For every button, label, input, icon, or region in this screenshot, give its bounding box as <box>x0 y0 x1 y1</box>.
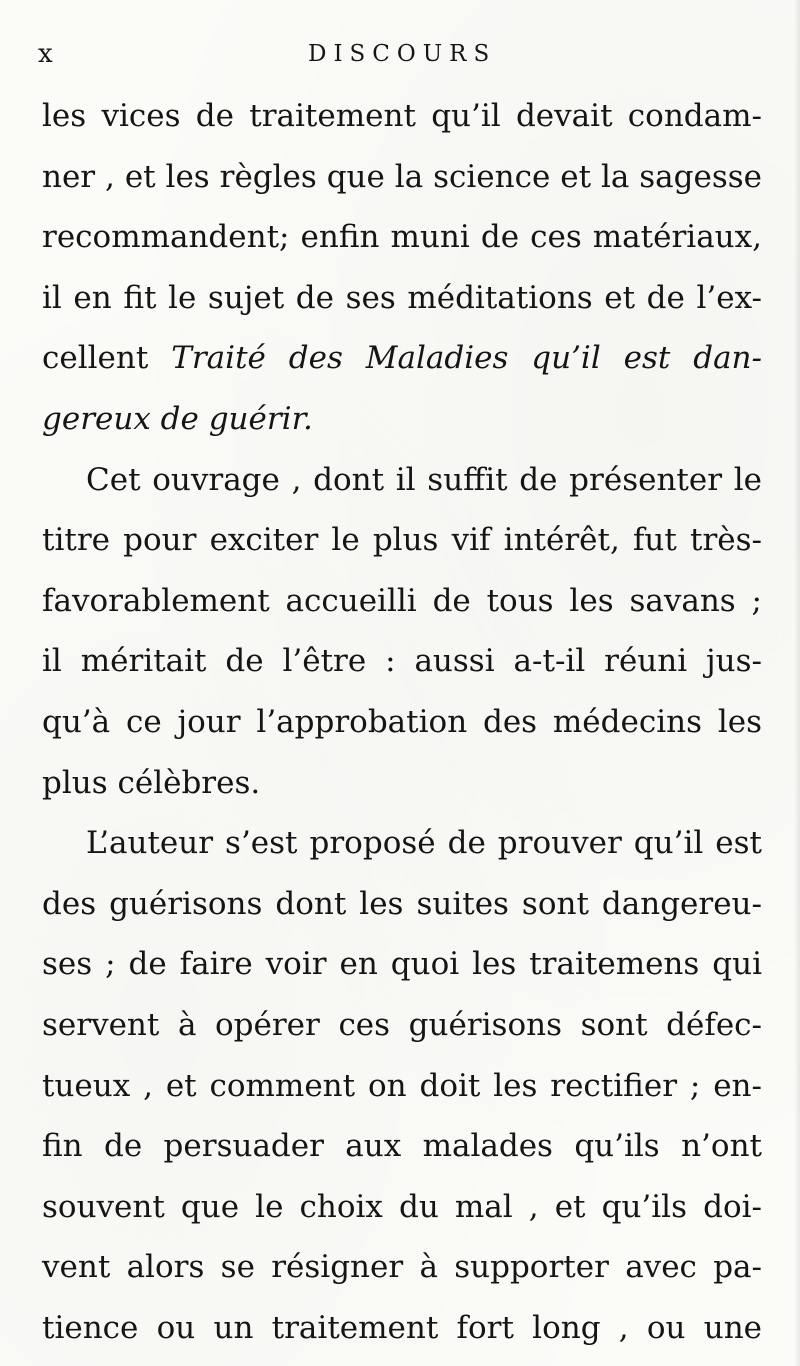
text-line: des guérisons dont les suites sont dangereu- <box>42 885 762 922</box>
text-line: favorablement accueilli de tous les savans ; <box>42 582 762 619</box>
text-line: tueux , et comment on doit les rectifier ; en- <box>42 1067 762 1104</box>
text-line: ses ; de faire voir en quoi les traitemens qui <box>42 946 762 983</box>
paragraph-first-line: L’auteur s’est proposé de prouver qu’il est <box>86 825 762 862</box>
running-head <box>0 34 800 74</box>
page-edge-shadow <box>794 0 800 1366</box>
text-line: souvent que le choix du mal , et qu’ils doi- <box>42 1188 762 1225</box>
text-line-with-title <box>42 389 762 450</box>
text-line: il méritait de l’être : aussi a-t-il réuni jus- <box>42 643 762 680</box>
paragraph-first-line: Cet ouvrage , dont il suffit de présenter le <box>86 461 762 498</box>
running-title: DISCOURS <box>308 41 497 67</box>
text-line: tience ou un traitement fort long , ou une <box>42 1309 762 1346</box>
text-line: il en fit le sujet de ses méditations et de l’ex- <box>42 279 762 316</box>
text-line: vent alors se résigner à supporter avec pa- <box>42 1249 762 1286</box>
text-line: recommandent; enfin muni de ces matériaux, <box>42 219 762 256</box>
text-line: ner , et les règles que la science et la sagesse <box>42 158 762 195</box>
text-line-with-title <box>42 328 762 389</box>
text-segment: cellent <box>42 340 172 377</box>
text-line: plus célèbres. <box>42 764 261 801</box>
text-line: qu’à ce jour l’approbation des médecins les <box>42 703 762 740</box>
body-text <box>42 86 762 1358</box>
page-number: x <box>38 39 53 69</box>
text-line: titre pour exciter le plus vif intérêt, fut très- <box>42 522 762 559</box>
text-line: servent à opérer ces guérisons sont défec- <box>42 1006 762 1043</box>
book-title-italic: gereux de guérir. <box>42 400 313 437</box>
text-line: les vices de traitement qu’il devait condam- <box>42 98 762 134</box>
text-line: fin de persuader aux malades qu’ils n’ont <box>42 1128 762 1165</box>
book-title-italic: Traité des Maladies qu’il est dan- <box>171 340 762 377</box>
